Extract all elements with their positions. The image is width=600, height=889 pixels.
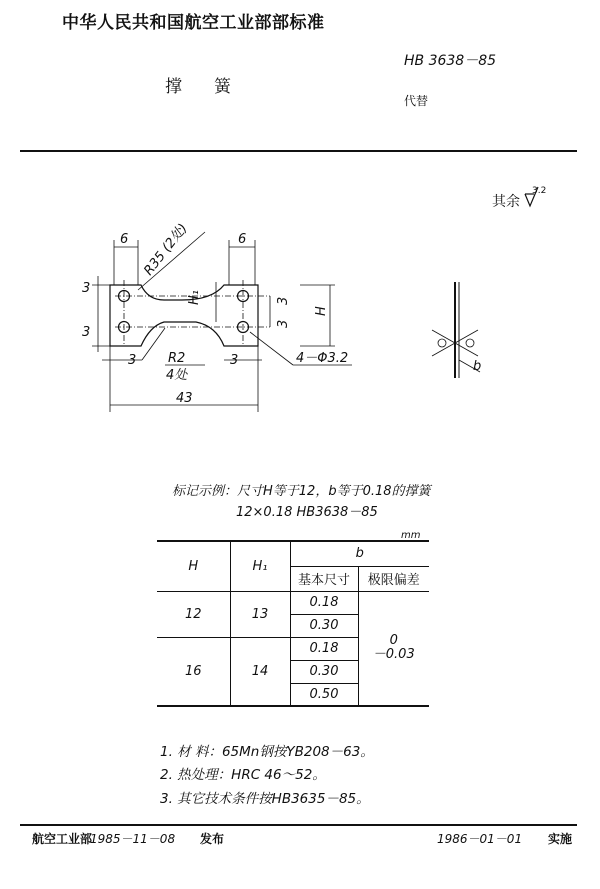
cell-h1: 14: [230, 637, 290, 706]
footer-org: 航空工业部: [32, 832, 93, 846]
dim-left-top: 3: [82, 281, 91, 296]
marking-example-code: 12×0.18 HB3638－85: [236, 505, 378, 520]
header-divider: [20, 150, 577, 152]
roughness-label: 其余: [492, 194, 520, 210]
dim-w1: 6: [120, 232, 129, 247]
footer-divider: [20, 824, 577, 826]
dim-right-bottom: 3: [276, 319, 291, 328]
cell-h: 16: [157, 637, 230, 706]
part-name: 撑簧: [165, 77, 263, 97]
dim-thickness: b: [473, 359, 482, 374]
dim-h: H: [314, 306, 329, 316]
footer-implement-label: 实施: [548, 832, 573, 846]
note-heat-treatment: 2. 热处理：HRC 46～52。: [160, 767, 326, 783]
header-h1: H₁: [230, 541, 290, 591]
cell-b: 0.18: [290, 591, 358, 614]
dimension-table: [157, 540, 429, 707]
cell-h1: 13: [230, 591, 290, 637]
header-basic-size: 基本尺寸: [290, 566, 358, 591]
marking-example: 标记示例：尺寸H等于12，b等于0.18的撑簧: [172, 484, 431, 499]
table-row: [157, 591, 429, 614]
cell-b: 0.50: [290, 683, 358, 706]
cell-tolerance: [358, 591, 429, 706]
standard-title: 中华人民共和国航空工业部部标准: [62, 13, 325, 33]
footer-implement-date: 1986－01－01: [437, 832, 523, 846]
dim-right-top: 3: [276, 296, 291, 305]
dim-w2: 6: [238, 232, 247, 247]
unit-label: mm: [401, 530, 421, 541]
spring-drawing: [0, 195, 600, 425]
dim-radius: R35 (2处): [141, 221, 191, 279]
footer-publish-date: 1985－11－08: [90, 832, 176, 846]
spring-outline: [110, 285, 258, 346]
replaces-label: 代替: [404, 94, 429, 108]
tolerance-lower: －0.03: [372, 647, 415, 663]
cell-b: 0.30: [290, 660, 358, 683]
note-material: 1. 材 料：65Mn钢按YB208－63。: [160, 744, 374, 760]
dim-length: 43: [176, 391, 193, 406]
dim-edge-right: 3: [230, 353, 239, 368]
tolerance-upper: 0: [389, 633, 398, 649]
header-h: H: [157, 541, 230, 591]
standard-number: HB 3638－85: [404, 53, 497, 69]
dim-h1: H₁: [187, 290, 202, 305]
header-tolerance: 极限偏差: [358, 566, 429, 591]
cell-b: 0.18: [290, 637, 358, 660]
dim-holes: 4－Φ3.2: [296, 351, 349, 366]
dim-left-bottom: 3: [82, 325, 91, 340]
dimension-lines: [92, 232, 352, 412]
note-other-requirements: 3. 其它技术条件按HB3635－85。: [160, 791, 370, 807]
dim-r2-count: 4处: [166, 368, 188, 383]
dim-r2: R2: [168, 351, 186, 366]
roughness-value: 3.2: [532, 186, 547, 196]
header-b: b: [290, 541, 429, 566]
footer-publish-label: 发布: [200, 832, 225, 846]
cell-b: 0.30: [290, 614, 358, 637]
cell-h: 12: [157, 591, 230, 637]
dim-edge-left: 3: [128, 353, 137, 368]
